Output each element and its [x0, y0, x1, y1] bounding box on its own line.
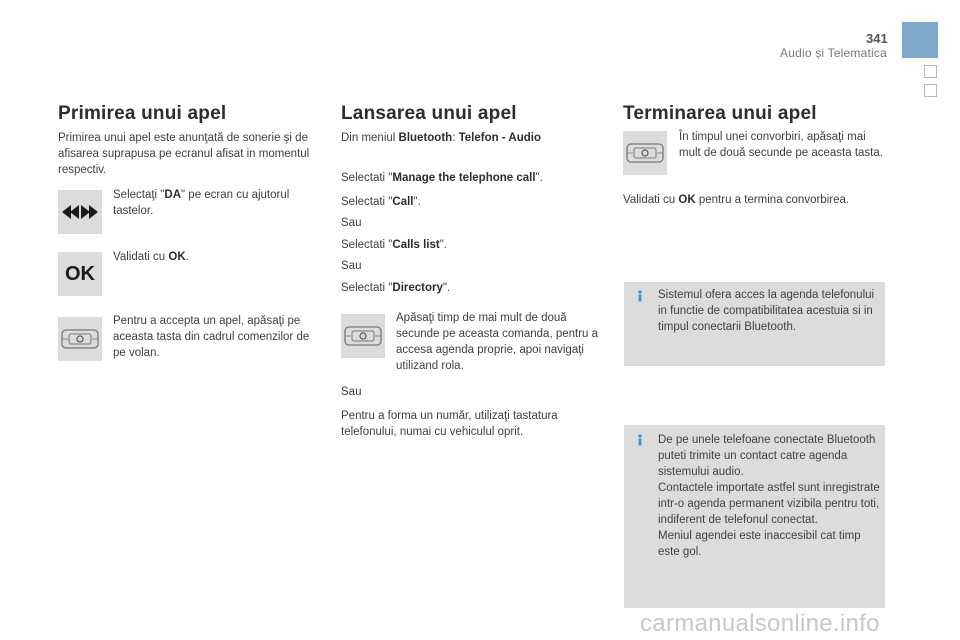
receive-step-validate: Validati cu OK.: [113, 251, 189, 263]
press-directory-text: Apăsaţi timp de mai mult de două secunde pe aceasta comanda, pentru a accesa agenda proprie, apoi navigaţi utilizand rola.: [396, 312, 599, 372]
select-manage-call: Selectati "Manage the telephone call".: [341, 172, 543, 184]
arrow-keys-button: [58, 190, 102, 234]
steering-wheel-control: [58, 317, 102, 361]
select-directory: Selectati "Directory".: [341, 282, 451, 294]
info-icon: [634, 290, 646, 302]
info-box-agenda: [624, 282, 885, 366]
info-icon: [634, 434, 646, 446]
steering-control-icon: [60, 326, 100, 352]
end-call-press-text: În timpul unei convorbiri, apăsaţi mai mult de două secunde pe aceasta tasta.: [679, 131, 883, 159]
page-marker-box: [924, 65, 937, 78]
or-label: Sau: [341, 217, 362, 229]
receive-step-select: Selectaţi "DA" pe ecran cu ajutorul tastelor.: [113, 189, 290, 217]
receive-intro: Primirea unui apel este anunţată de sonerie şi de afisarea suprapusa pe ecranul afisat in momentul respectiv.: [58, 132, 310, 176]
section-tab: [902, 22, 938, 58]
page-number: 341: [866, 31, 888, 46]
receive-step-wheel: Pentru a accepta un apel, apăsaţi pe aceasta tasta din cadrul comenzilor de pe volan.: [113, 315, 310, 359]
steering-wheel-control: [341, 314, 385, 358]
steering-control-icon: [343, 323, 383, 349]
menu-path: Din meniul Bluetooth: Telefon - Audio: [341, 132, 541, 144]
info-text-contacts: De pe unele telefoane conectate Bluetooth puteti trimite un contact catre agenda sistemului audio. Contactele importate astfel sunt inregistrate intr-o agenda permanent vizibila pentru toti, indiferent de telefonul conectat. Meniul agendei este inaccesibil cat timp este gol.: [658, 434, 880, 558]
section-title: Audio și Telematica: [780, 46, 887, 60]
ok-button: [58, 252, 102, 296]
or-label: Sau: [341, 260, 362, 272]
info-text-agenda: Sistemul ofera acces la agenda telefonului in functie de compatibilitatea acestuia si in timpul conectarii Bluetooth.: [658, 289, 875, 333]
select-call: Selectati "Call".: [341, 196, 421, 208]
ok-label: OK: [65, 262, 95, 285]
or-label: Sau: [341, 386, 362, 398]
end-call-validate: Validati cu OK pentru a termina convorbirea.: [623, 194, 850, 206]
steering-control-icon: [625, 140, 665, 166]
watermark: carmanualsonline.info: [640, 610, 880, 637]
info-box-contacts: [624, 425, 885, 608]
left-right-arrows-icon: [60, 202, 100, 222]
heading-end-call: Terminarea unui apel: [623, 103, 817, 124]
heading-receive-call: Primirea unui apel: [58, 103, 227, 124]
steering-wheel-control: [623, 131, 667, 175]
page-marker-box: [924, 84, 937, 97]
heading-make-call: Lansarea unui apel: [341, 103, 517, 124]
select-calls-list: Selectati "Calls list".: [341, 239, 447, 251]
keypad-text: Pentru a forma un număr, utilizaţi tastatura telefonului, numai cu vehiculul oprit.: [341, 410, 558, 438]
